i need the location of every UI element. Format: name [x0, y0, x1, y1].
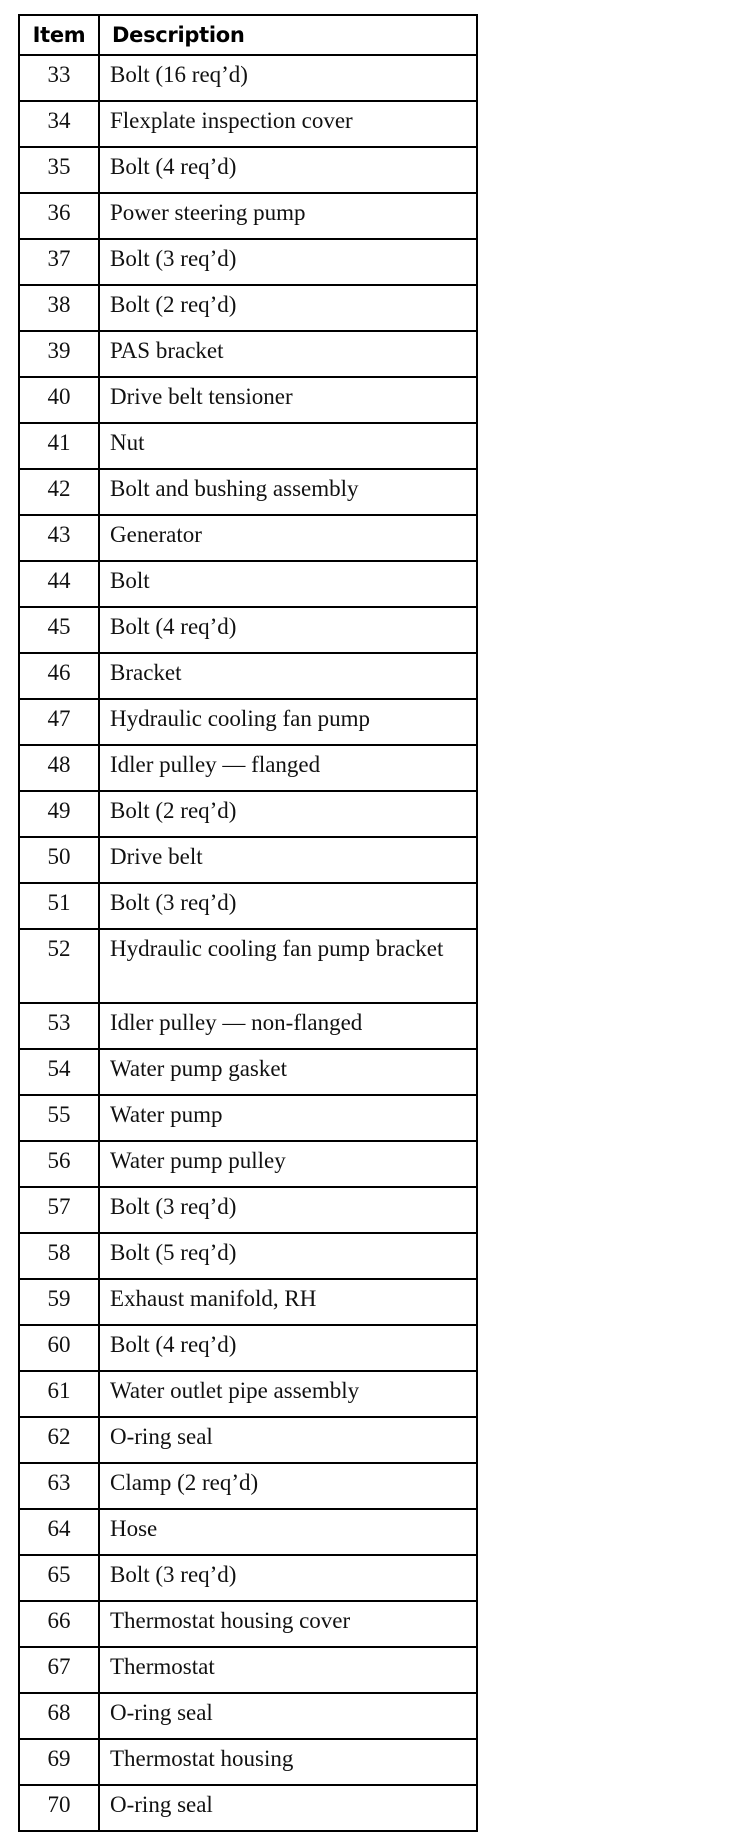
item-number-cell: 68: [19, 1693, 99, 1739]
item-number-cell: 48: [19, 745, 99, 791]
table-row: [19, 1417, 477, 1463]
table-row: [19, 1693, 477, 1739]
table-row: [19, 1371, 477, 1417]
item-number-cell: 52: [19, 929, 99, 1003]
table-row: [19, 1141, 477, 1187]
description-cell: Idler pulley — non-flanged: [99, 1003, 477, 1049]
description-cell: PAS bracket: [99, 331, 477, 377]
description-cell: Thermostat housing cover: [99, 1601, 477, 1647]
table-row: [19, 561, 477, 607]
table-row: [19, 607, 477, 653]
table-row: [19, 239, 477, 285]
item-number-cell: 36: [19, 193, 99, 239]
item-number-cell: 45: [19, 607, 99, 653]
table-body: [19, 55, 477, 1831]
description-cell: Bolt (4 req’d): [99, 147, 477, 193]
item-number-cell: 46: [19, 653, 99, 699]
table-row: [19, 423, 477, 469]
item-number-cell: 42: [19, 469, 99, 515]
item-number-cell: 70: [19, 1785, 99, 1831]
table-row: [19, 1325, 477, 1371]
parts-list-table: [18, 14, 478, 1832]
description-cell: O-ring seal: [99, 1785, 477, 1831]
item-number-cell: 38: [19, 285, 99, 331]
table-row: [19, 1601, 477, 1647]
table-row: [19, 1187, 477, 1233]
item-number-cell: 41: [19, 423, 99, 469]
table-row: [19, 1647, 477, 1693]
item-number-cell: 57: [19, 1187, 99, 1233]
description-cell: Bolt (3 req’d): [99, 1187, 477, 1233]
table-row: [19, 1463, 477, 1509]
table-row: [19, 1095, 477, 1141]
item-number-cell: 66: [19, 1601, 99, 1647]
item-number-cell: 64: [19, 1509, 99, 1555]
item-number-cell: 33: [19, 55, 99, 101]
table-row: [19, 883, 477, 929]
item-number-cell: 65: [19, 1555, 99, 1601]
description-cell: Drive belt: [99, 837, 477, 883]
item-number-cell: 51: [19, 883, 99, 929]
table-row: [19, 377, 477, 423]
table-row: [19, 837, 477, 883]
item-number-cell: 67: [19, 1647, 99, 1693]
description-cell: Bolt and bushing assembly: [99, 469, 477, 515]
description-cell: Bolt (2 req’d): [99, 791, 477, 837]
description-cell: Bolt (4 req’d): [99, 607, 477, 653]
table-row: [19, 1785, 477, 1831]
description-cell: Drive belt tensioner: [99, 377, 477, 423]
table-header-row: [19, 15, 477, 55]
table-row: [19, 331, 477, 377]
item-number-cell: 49: [19, 791, 99, 837]
description-cell: Water pump: [99, 1095, 477, 1141]
table-row: [19, 1279, 477, 1325]
description-cell: Flexplate inspection cover: [99, 101, 477, 147]
item-number-cell: 43: [19, 515, 99, 561]
table-row: [19, 1555, 477, 1601]
description-cell: Nut: [99, 423, 477, 469]
item-number-cell: 35: [19, 147, 99, 193]
item-number-cell: 53: [19, 1003, 99, 1049]
table-row: [19, 1003, 477, 1049]
description-cell: Water pump pulley: [99, 1141, 477, 1187]
table-row: [19, 193, 477, 239]
item-number-cell: 54: [19, 1049, 99, 1095]
description-cell: Bolt (3 req’d): [99, 883, 477, 929]
description-cell: Hydraulic cooling fan pump bracket: [99, 929, 477, 1003]
description-cell: Bracket: [99, 653, 477, 699]
item-number-cell: 47: [19, 699, 99, 745]
item-number-cell: 63: [19, 1463, 99, 1509]
table-row: [19, 285, 477, 331]
description-cell: O-ring seal: [99, 1417, 477, 1463]
description-cell: Generator: [99, 515, 477, 561]
header-description: Description: [99, 15, 477, 55]
description-cell: Bolt (16 req’d): [99, 55, 477, 101]
table-row: [19, 699, 477, 745]
item-number-cell: 61: [19, 1371, 99, 1417]
description-cell: Clamp (2 req’d): [99, 1463, 477, 1509]
table-row: [19, 55, 477, 101]
description-cell: Bolt (5 req’d): [99, 1233, 477, 1279]
description-cell: Bolt: [99, 561, 477, 607]
item-number-cell: 50: [19, 837, 99, 883]
table-row: [19, 929, 477, 1003]
item-number-cell: 40: [19, 377, 99, 423]
item-number-cell: 69: [19, 1739, 99, 1785]
item-number-cell: 60: [19, 1325, 99, 1371]
table-row: [19, 745, 477, 791]
table-row: [19, 1233, 477, 1279]
description-cell: Water outlet pipe assembly: [99, 1371, 477, 1417]
table-row: [19, 469, 477, 515]
item-number-cell: 58: [19, 1233, 99, 1279]
description-cell: Thermostat housing: [99, 1739, 477, 1785]
table-row: [19, 1049, 477, 1095]
description-cell: Thermostat: [99, 1647, 477, 1693]
item-number-cell: 59: [19, 1279, 99, 1325]
description-cell: Power steering pump: [99, 193, 477, 239]
description-cell: Bolt (4 req’d): [99, 1325, 477, 1371]
description-cell: Bolt (3 req’d): [99, 239, 477, 285]
item-number-cell: 37: [19, 239, 99, 285]
item-number-cell: 62: [19, 1417, 99, 1463]
item-number-cell: 56: [19, 1141, 99, 1187]
table-row: [19, 653, 477, 699]
table-row: [19, 515, 477, 561]
item-number-cell: 55: [19, 1095, 99, 1141]
description-cell: Idler pulley — flanged: [99, 745, 477, 791]
table-row: [19, 1739, 477, 1785]
description-cell: Exhaust manifold, RH: [99, 1279, 477, 1325]
table-row: [19, 791, 477, 837]
description-cell: Hose: [99, 1509, 477, 1555]
description-cell: Bolt (3 req’d): [99, 1555, 477, 1601]
item-number-cell: 39: [19, 331, 99, 377]
table-row: [19, 147, 477, 193]
table-row: [19, 1509, 477, 1555]
table-row: [19, 101, 477, 147]
header-item: Item: [19, 15, 99, 55]
description-cell: Hydraulic cooling fan pump: [99, 699, 477, 745]
description-cell: Bolt (2 req’d): [99, 285, 477, 331]
item-number-cell: 44: [19, 561, 99, 607]
description-cell: O-ring seal: [99, 1693, 477, 1739]
description-cell: Water pump gasket: [99, 1049, 477, 1095]
item-number-cell: 34: [19, 101, 99, 147]
